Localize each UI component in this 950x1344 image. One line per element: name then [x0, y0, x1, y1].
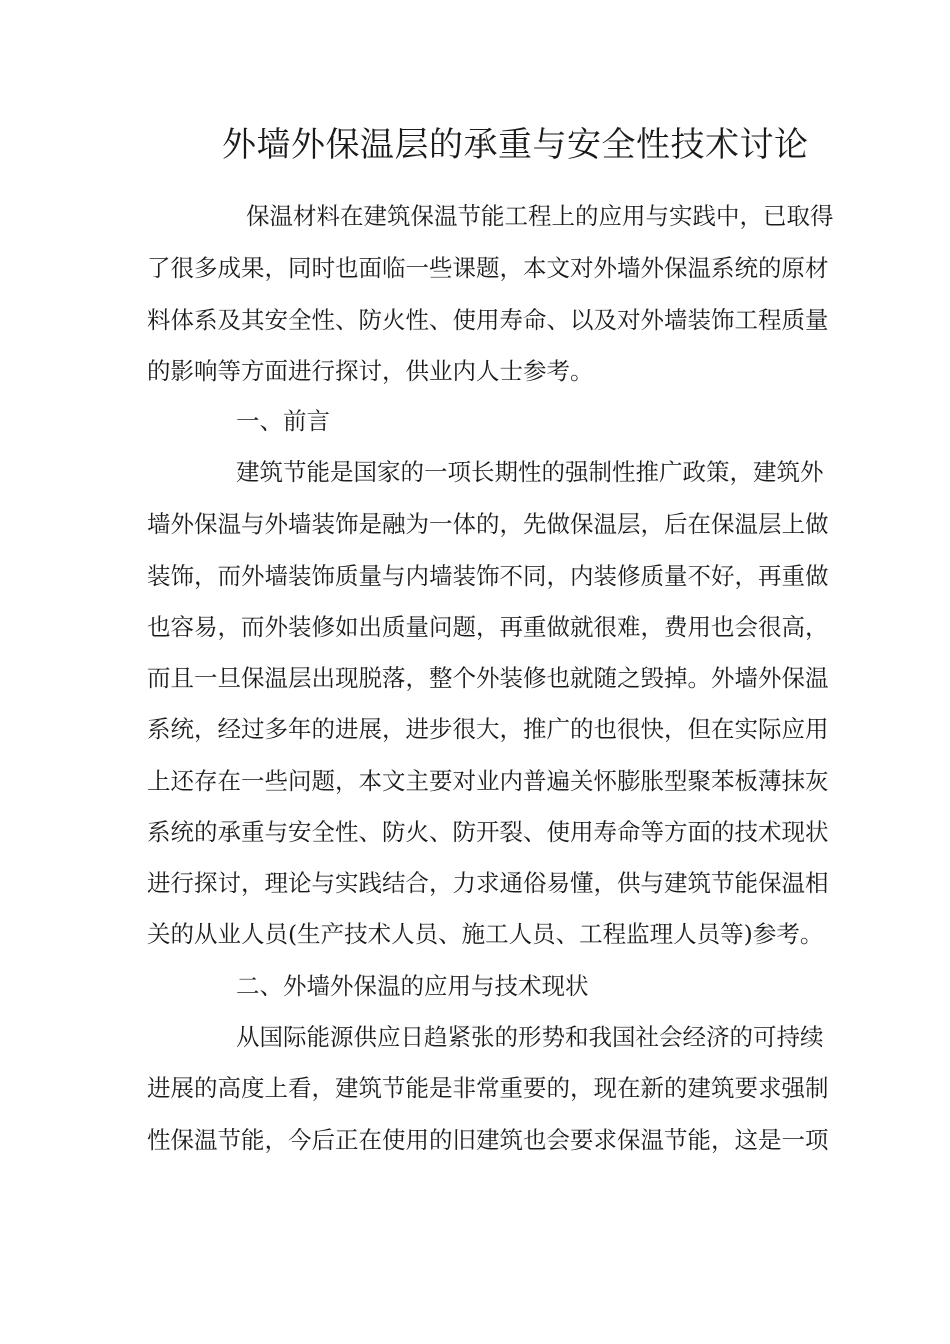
- paragraph-line: 性保温节能，今后正在使用的旧建筑也会要求保温节能，这是一项: [147, 1126, 829, 1154]
- paragraph-line: 进展的高度上看，建筑节能是非常重要的，现在新的建筑要求强制: [147, 1074, 829, 1102]
- paragraph-line: 也容易，而外装修如出质量问题，再重做就很难，费用也会很高，: [147, 613, 829, 641]
- paragraph-line: 装饰，而外墙装饰质量与内墙装饰不同，内装修质量不好，再重做: [147, 562, 829, 590]
- section-heading-1: 一、前言: [236, 407, 330, 435]
- paragraph-line: 从国际能源供应日趋紧张的形势和我国社会经济的可持续: [236, 1023, 824, 1051]
- paragraph-line: 建筑节能是国家的一项长期性的强制性推广政策，建筑外: [236, 458, 824, 486]
- paragraph-line: 进行探讨，理论与实践结合，力求通俗易懂，供与建筑节能保温相: [147, 869, 829, 897]
- section-heading-2: 二、外墙外保温的应用与技术现状: [236, 972, 589, 1000]
- paragraph-line: 关的从业人员(生产技术人员、施工人员、工程监理人员等)参考。: [147, 920, 824, 948]
- intro-line-1: 保温材料在建筑保温节能工程上的应用与实践中，已取得: [246, 202, 834, 230]
- document-title: 外墙外保温层的承重与安全性技术讨论: [222, 125, 809, 165]
- paragraph-line: 而且一旦保温层出现脱落，整个外装修也就随之毁掉。外墙外保温: [147, 664, 829, 692]
- intro-line-3: 料体系及其安全性、防火性、使用寿命、以及对外墙装饰工程质量: [147, 306, 829, 334]
- intro-line-4: 的影响等方面进行探讨，供业内人士参考。: [147, 357, 594, 385]
- paragraph-line: 墙外保温与外墙装饰是融为一体的，先做保温层，后在保温层上做: [147, 510, 829, 538]
- paragraph-line: 系统，经过多年的进展，进步很大，推广的也很快，但在实际应用: [147, 715, 829, 743]
- paragraph-line: 上还存在一些问题，本文主要对业内普遍关怀膨胀型聚苯板薄抹灰: [147, 767, 829, 795]
- intro-line-2: 了很多成果，同时也面临一些课题，本文对外墙外保温系统的原材: [147, 254, 829, 282]
- paragraph-line: 系统的承重与安全性、防火、防开裂、使用寿命等方面的技术现状: [147, 818, 829, 846]
